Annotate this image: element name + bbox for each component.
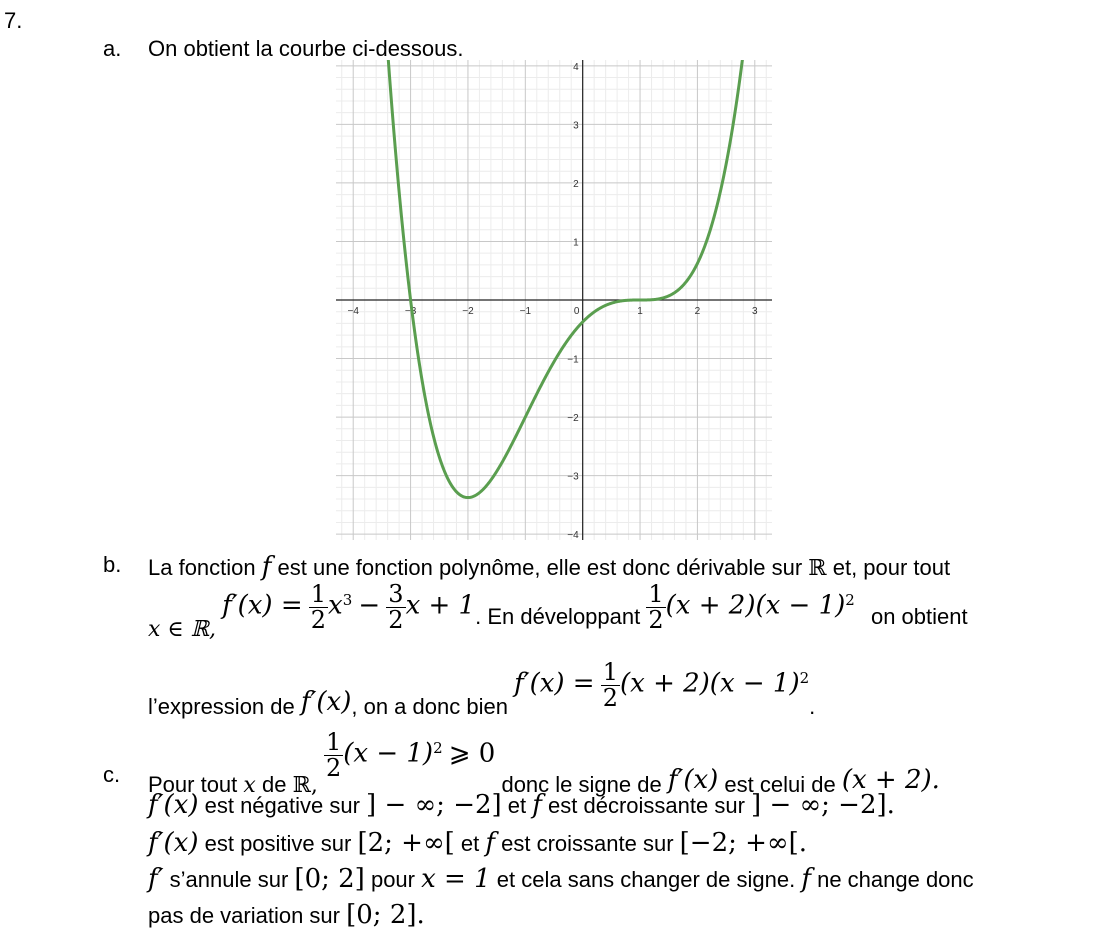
text-pour: pour bbox=[370, 867, 415, 892]
math-int02: [0; 2] bbox=[294, 864, 365, 894]
math-int-neg-end: ] − ∞; −2]. bbox=[751, 790, 895, 820]
text-de: de bbox=[261, 771, 287, 797]
text: est une fonction polynôme, elle est donc dérivable sur bbox=[277, 555, 803, 580]
math-sq-expr: (x − 1) bbox=[343, 738, 434, 769]
part-c-line3 bbox=[148, 828, 807, 858]
exp-2b: 2 bbox=[799, 669, 810, 688]
math-minus: − bbox=[358, 590, 381, 621]
math-geq0: ⩾ 0 bbox=[448, 738, 496, 769]
x-tick-label: −2 bbox=[462, 306, 474, 317]
text-last: pas de variation sur bbox=[148, 903, 340, 928]
x-tick-label: 2 bbox=[694, 306, 701, 317]
y-tick-label: −1 bbox=[567, 354, 579, 366]
part-c-line1 bbox=[148, 728, 940, 798]
math-fprime-x: f′(x) = bbox=[222, 590, 303, 621]
part-c-marker: c. bbox=[103, 762, 121, 787]
math-f: f bbox=[532, 790, 542, 820]
axes bbox=[336, 60, 772, 540]
text-dev: . En développant bbox=[475, 603, 641, 629]
math-int-pos: [2; +∞[ bbox=[357, 828, 455, 858]
x-tick-label: −3 bbox=[404, 306, 417, 317]
function-graph bbox=[336, 60, 772, 540]
math-fprime: f′(x) bbox=[667, 764, 719, 795]
math-fprime: f′(x) bbox=[300, 686, 352, 717]
math-x-in-R: x ∈ ℝ, bbox=[148, 616, 216, 642]
part-a-marker: a. bbox=[103, 36, 122, 61]
y-tick-label: 2 bbox=[573, 178, 579, 190]
math-fprime-x-2: f′(x) = bbox=[514, 668, 595, 699]
exp-2: 2 bbox=[845, 591, 855, 610]
y-tick-label: 4 bbox=[573, 61, 579, 73]
math-x-eq-1: x = 1 bbox=[421, 864, 491, 894]
frac-1-2-b: $\frac{1}{2}$ bbox=[648, 580, 664, 635]
math-f: f bbox=[261, 552, 272, 582]
text-donc-bien: , on a donc bien bbox=[351, 693, 508, 719]
text-expression: l’expression de bbox=[148, 693, 295, 719]
math-int02-end: [0; 2]. bbox=[346, 900, 425, 930]
math-x-plus-2: (x + 2). bbox=[841, 764, 940, 795]
math-R: ℝ, bbox=[292, 772, 318, 798]
text: La fonction bbox=[148, 555, 256, 580]
text: et, pour tout bbox=[832, 555, 951, 580]
exp-2c: 2 bbox=[433, 739, 443, 758]
y-tick-label: −2 bbox=[567, 413, 579, 425]
y-tick-label: −3 bbox=[567, 471, 579, 483]
math-int-neg: ] − ∞; −2] bbox=[366, 790, 502, 820]
part-c-line4 bbox=[148, 864, 974, 894]
x-tick-label: −1 bbox=[519, 306, 532, 317]
curve-f bbox=[387, 60, 744, 498]
math-fp: f′ bbox=[148, 864, 164, 894]
text-et: et bbox=[507, 793, 527, 818]
text-obtient: on obtient bbox=[870, 603, 968, 629]
text-annule: s’annule sur bbox=[169, 867, 289, 892]
math-f: f bbox=[801, 864, 811, 894]
text-pour-tout: Pour tout bbox=[148, 771, 238, 797]
text-sans-changer: et cela sans changer de signe. bbox=[496, 867, 796, 892]
y-tick-label: −4 bbox=[567, 530, 579, 540]
math-x: x bbox=[243, 772, 256, 798]
part-b-line2 bbox=[148, 580, 968, 642]
math-R: ℝ bbox=[808, 556, 827, 581]
x-tick-label: 0 bbox=[573, 306, 580, 317]
frac-1-2: $\frac{1}{2}$ bbox=[310, 580, 327, 635]
x-tick-label: 3 bbox=[752, 306, 758, 317]
frac-1-2-d: $\frac{1}{2}$ bbox=[325, 728, 342, 783]
tick-labels bbox=[348, 62, 759, 540]
math-int-cr: [−2; +∞[. bbox=[679, 828, 808, 858]
math-x3: x bbox=[328, 590, 343, 621]
text-et: et bbox=[460, 831, 480, 856]
text-decr: est décroissante sur bbox=[548, 793, 745, 818]
question-number: 7. bbox=[4, 8, 23, 33]
math-fprime: f′(x) bbox=[148, 790, 199, 820]
part-c-line5 bbox=[148, 900, 425, 930]
x-tick-label: 1 bbox=[637, 306, 643, 317]
math-f: f bbox=[485, 828, 495, 858]
exp-3: 3 bbox=[342, 591, 353, 610]
text-neg: est négative sur bbox=[204, 793, 360, 818]
text-ne-change: ne change donc bbox=[817, 867, 974, 892]
part-a-text: On obtient la courbe ci-dessous. bbox=[148, 36, 464, 61]
y-tick-label: 1 bbox=[573, 237, 579, 249]
text-cr: est croissante sur bbox=[501, 831, 674, 856]
math-dev-expr-2: (x + 2)(x − 1) bbox=[620, 668, 800, 699]
math-x-plus-1: x + 1 bbox=[405, 590, 476, 621]
text-celui-de: est celui de bbox=[724, 771, 836, 797]
part-c-line2 bbox=[148, 790, 895, 820]
period: . bbox=[809, 693, 816, 719]
frac-1-2-c: $\frac{1}{2}$ bbox=[602, 658, 618, 713]
y-tick-label: 3 bbox=[573, 120, 579, 132]
part-b-marker: b. bbox=[103, 552, 122, 577]
text-pos: est positive sur bbox=[204, 831, 352, 856]
math-fprime: f′(x) bbox=[148, 828, 199, 858]
math-dev-expr: (x + 2)(x − 1) bbox=[665, 590, 846, 621]
part-b-line1 bbox=[148, 552, 950, 582]
x-tick-label: −4 bbox=[347, 306, 359, 317]
text-signe: donc le signe de bbox=[501, 771, 662, 797]
part-b-line3 bbox=[148, 658, 816, 719]
frac-3-2: $\frac{3}{2}$ bbox=[388, 580, 404, 635]
